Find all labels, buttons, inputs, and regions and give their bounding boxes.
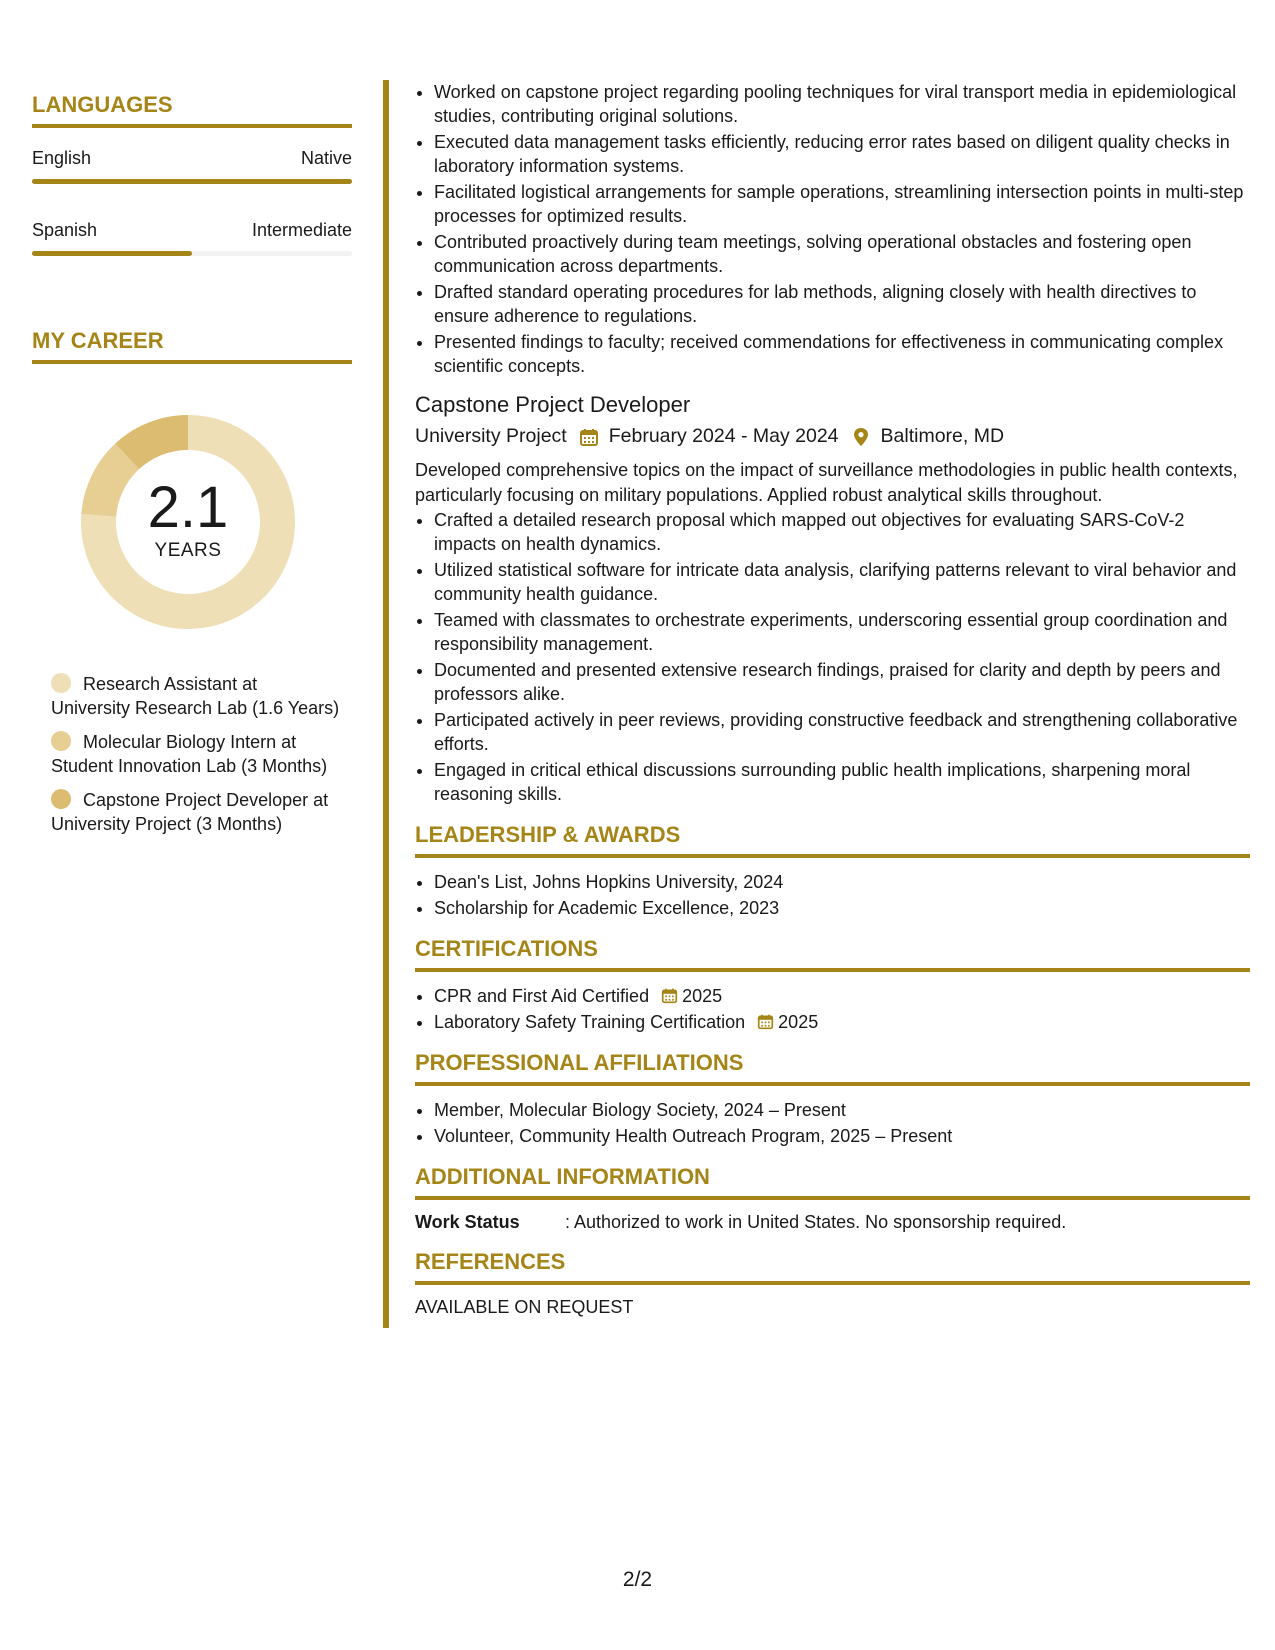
language-level: Native <box>300 148 352 168</box>
bullet-item: • Utilized statistical software for intricate data analysis, clarifying patterns relevant to viral behavior and community health guidance. <box>434 558 1250 606</box>
page-number: 2/2 <box>622 1568 653 1591</box>
certification-name: Laboratory Safety Training Certification <box>434 1012 746 1032</box>
certification-item <box>434 984 1250 1008</box>
legend-dot <box>51 731 71 751</box>
bullet-item: • Dean's List, Johns Hopkins University, 2024 <box>434 870 1250 894</box>
job-description: Developed comprehensive topics on the impact of surveillance methodologies in public health contexts, particularly focusing on military populations. Applied robust analytical skills throughout. <box>415 460 1238 505</box>
certification-year: 2025 <box>682 986 723 1006</box>
additional-info-heading: ADDITIONAL INFORMATION <box>415 1164 1250 1200</box>
career-legend <box>51 672 341 836</box>
bullet-item: • Engaged in critical ethical discussions surrounding public health implications, sharpening moral reasoning skills. <box>434 758 1250 806</box>
map-pin-icon <box>851 427 871 447</box>
language-name: English <box>32 148 92 168</box>
career-legend-label: Research Assistant at University Research Lab (1.6 Years) <box>51 674 340 718</box>
language-english <box>32 148 352 184</box>
bullet-item: • Member, Molecular Biology Society, 2024 – Present <box>434 1098 1250 1122</box>
career-total-value: 2.1 <box>147 475 229 540</box>
leadership-list <box>415 870 1250 920</box>
work-status-label: Work Status <box>415 1212 520 1232</box>
legend-dot <box>51 673 71 693</box>
column-divider <box>383 80 389 1328</box>
job-org: University Project <box>415 425 567 447</box>
calendar-icon <box>757 1013 774 1030</box>
capstone-bullets <box>415 508 1250 806</box>
main-content <box>415 80 1250 1318</box>
bullet-item: • Drafted standard operating procedures for lab methods, aligning closely with health directives to ensure adherence to regulations. <box>434 280 1250 328</box>
certification-item <box>434 1010 1250 1034</box>
bullet-item: • Participated actively in peer reviews, providing constructive feedback and strengthening collaborative efforts. <box>434 708 1250 756</box>
leadership-heading: LEADERSHIP & AWARDS <box>415 822 1250 858</box>
language-bar <box>32 251 352 256</box>
career-donut-chart <box>68 402 308 642</box>
career-legend-item <box>51 672 341 720</box>
bullet-item: • Teamed with classmates to orchestrate experiments, underscoring essential group coordination and responsibility management. <box>434 608 1250 656</box>
career-legend-item <box>51 730 341 778</box>
work-status-value: : Authorized to work in United States. No sponsorship required. <box>565 1212 1067 1232</box>
language-bar-fill <box>32 251 192 256</box>
calendar-icon <box>661 987 678 1004</box>
language-level: Intermediate <box>251 220 352 240</box>
calendar-icon <box>579 427 599 447</box>
work-status-row <box>415 1212 1250 1233</box>
sidebar <box>32 92 352 846</box>
career-total-unit: YEARS <box>154 540 222 561</box>
job-meta <box>415 425 1250 448</box>
career-legend-label: Molecular Biology Intern at Student Innovation Lab (3 Months) <box>51 732 328 776</box>
bullet-item: • Volunteer, Community Health Outreach Program, 2025 – Present <box>434 1124 1250 1148</box>
bullet-item: • Scholarship for Academic Excellence, 2023 <box>434 896 1250 920</box>
job-title: Capstone Project Developer <box>415 392 691 417</box>
bullet-item: • Crafted a detailed research proposal which mapped out objectives for evaluating SARS-CoV-2 impacts on health dynamics. <box>434 508 1250 556</box>
affiliations-heading: PROFESSIONAL AFFILIATIONS <box>415 1050 1250 1086</box>
job-location: Baltimore, MD <box>880 425 1005 447</box>
languages-heading: LANGUAGES <box>32 92 352 128</box>
certifications-heading: CERTIFICATIONS <box>415 936 1250 972</box>
bullet-item: • Documented and presented extensive research findings, praised for clarity and depth by peers and professors alike. <box>434 658 1250 706</box>
language-bar <box>32 179 352 184</box>
legend-dot <box>51 789 71 809</box>
bullet-item: • Contributed proactively during team meetings, solving operational obstacles and fostering open communication across departments. <box>434 230 1250 278</box>
language-name: Spanish <box>32 220 98 240</box>
bullet-item: • Executed data management tasks efficiently, reducing error rates based on diligent quality checks in laboratory information systems. <box>434 130 1250 178</box>
references-heading: REFERENCES <box>415 1249 1250 1285</box>
language-bar-fill <box>32 179 352 184</box>
certification-name: CPR and First Aid Certified <box>434 986 650 1006</box>
certification-year: 2025 <box>778 1012 819 1032</box>
references-text: AVAILABLE ON REQUEST <box>415 1297 634 1317</box>
affiliations-list <box>415 1098 1250 1148</box>
job-dates: February 2024 - May 2024 <box>608 425 839 447</box>
career-legend-item <box>51 788 341 836</box>
certifications-list <box>415 984 1250 1034</box>
bullet-item: • Facilitated logistical arrangements for sample operations, streamlining intersection points in multi-step processes for optimized results. <box>434 180 1250 228</box>
bullet-item: • Presented findings to faculty; received commendations for effectiveness in communicating complex scientific concepts. <box>434 330 1250 378</box>
bullet-item: • Worked on capstone project regarding pooling techniques for viral transport media in epidemiological studies, contributing original solutions. <box>434 80 1250 128</box>
language-spanish <box>32 220 352 256</box>
career-heading: MY CAREER <box>32 328 352 364</box>
experience-bullets <box>415 80 1250 378</box>
career-legend-label: Capstone Project Developer at University Project (3 Months) <box>51 790 329 834</box>
